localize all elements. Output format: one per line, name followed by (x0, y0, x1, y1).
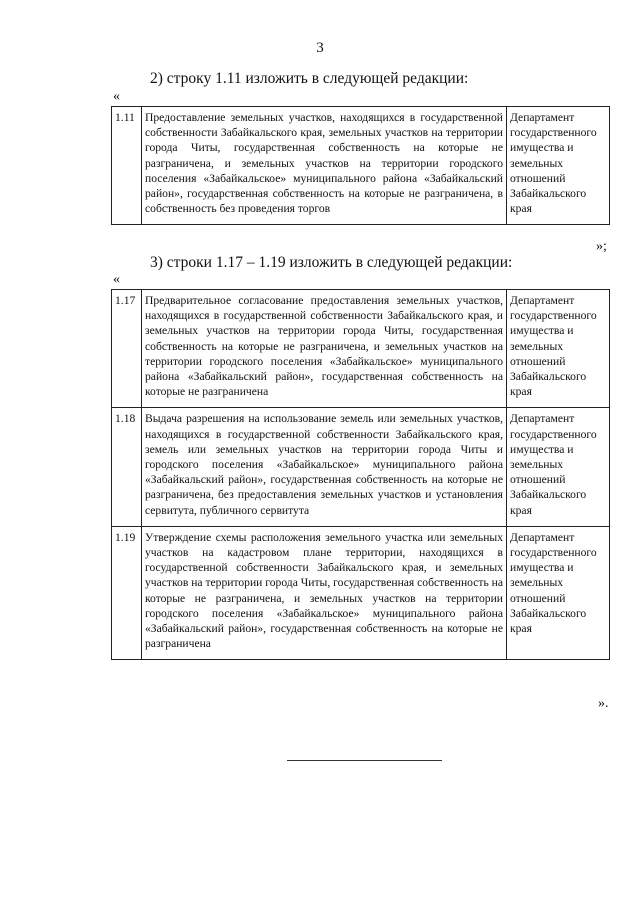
page-number: 3 (316, 40, 324, 56)
section-3-table (111, 289, 610, 660)
row-department: Департамент государственного имущества и земельных отношений Забайкальского края (507, 290, 610, 408)
row-description: Предоставление земельных участков, находящихся в государственной собственности Забайкальского края, земельных участков на территории города Читы, государственная собственность на которые не разграничена, и земельных участков на территории городского поселения «Забайкальское» муниципального района «Забайкальский район», государственная собственность на которые не разграничена, в собственность без проведения торгов (142, 107, 507, 225)
table-row (112, 526, 610, 660)
row-description: Предварительное согласование предоставления земельных участков, находящихся в государственной собственности Забайкальского края, и земельных участков на территории города Читы, государственная собственность на которые не разграничена, и земельных участков на территории городского поселения «Забайкальское» муниципального района «Забайкальский район», государственная собственность на которые не разграничена (142, 290, 507, 408)
section-3-heading: 3) строки 1.17 – 1.19 изложить в следующей редакции: (150, 254, 513, 271)
section-2-open-quote: « (113, 89, 120, 104)
row-description: Выдача разрешения на использование земель или земельных участков, находящихся в государственной собственности Забайкальского края, земель или земельных участков на территории города Читы и городского поселения «Забайкальское» муниципального района «Забайкальский район», государственная собственность на которые не разграничена, без предоставления земельных участков и установления сервитута, публичного сервитута (142, 408, 507, 526)
row-department: Департамент государственного имущества и земельных отношений Забайкальского края (507, 526, 610, 660)
row-number: 1.18 (112, 408, 142, 526)
table-row (112, 107, 610, 225)
row-number: 1.19 (112, 526, 142, 660)
row-department: Департамент государственного имущества и земельных отношений Забайкальского края (507, 107, 610, 225)
section-2-heading: 2) строку 1.11 изложить в следующей редакции: (150, 70, 469, 87)
row-number: 1.11 (112, 107, 142, 225)
row-department: Департамент государственного имущества и земельных отношений Забайкальского края (507, 408, 610, 526)
row-number: 1.17 (112, 290, 142, 408)
table-row (112, 290, 610, 408)
table-row (112, 408, 610, 526)
section-3-close-quote: ». (598, 696, 609, 711)
footer-separator-line (287, 760, 442, 761)
section-2-close-quote: »; (596, 239, 607, 254)
section-2-table (111, 106, 610, 225)
row-description: Утверждение схемы расположения земельного участка или земельных участков на кадастровом плане территории, находящихся в государственной собственности Забайкальского края, и земельных участков на территории города Читы, государственная собственность на которые не разграничена, и земельных участков на территории городского поселения «Забайкальское» муниципального района «Забайкальский район», государственная собственность на которые не разграничена (142, 526, 507, 660)
section-3-open-quote: « (113, 272, 120, 287)
